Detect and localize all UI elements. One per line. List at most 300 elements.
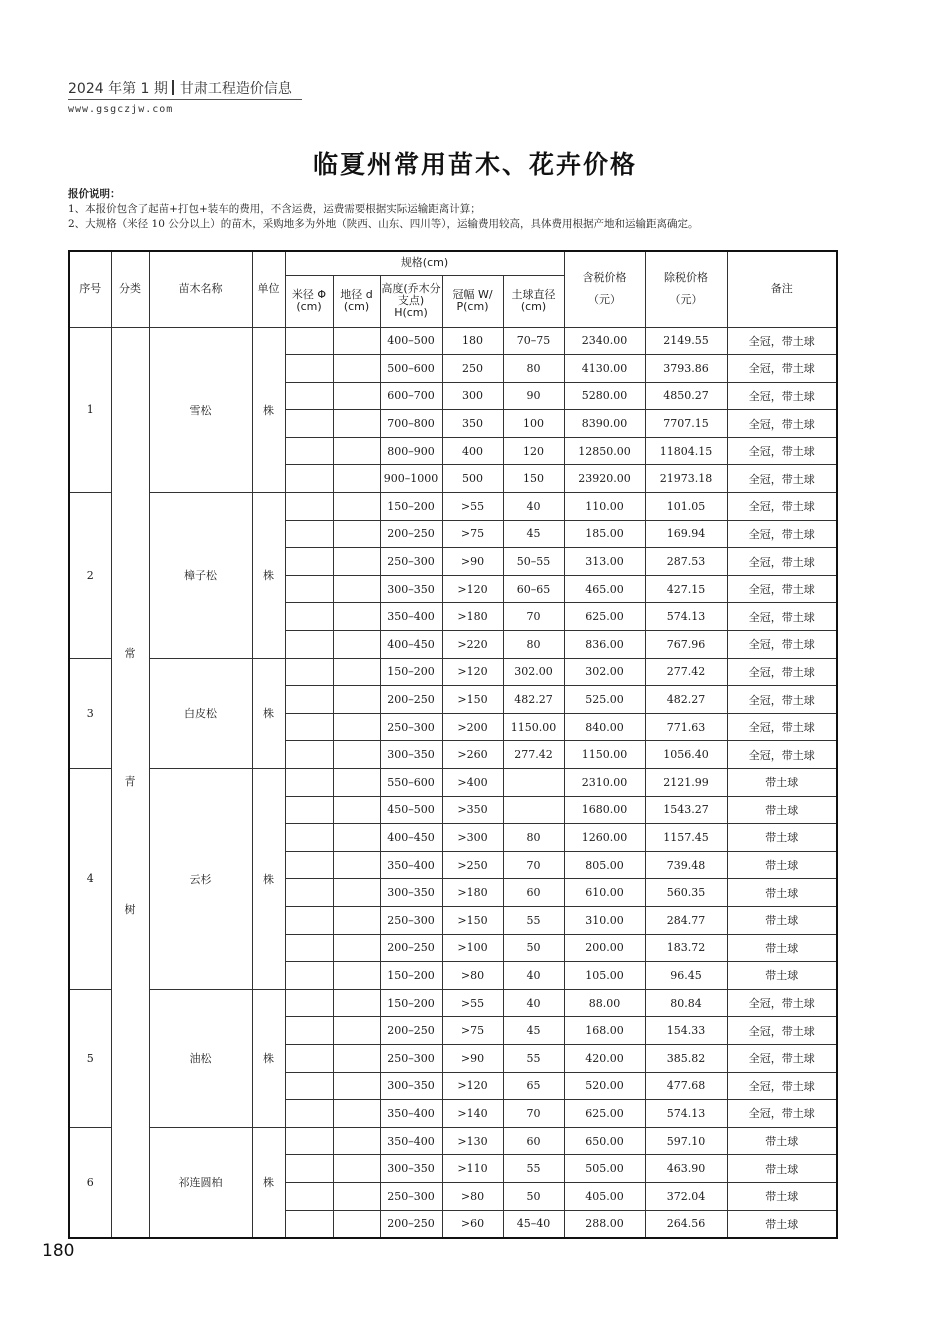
unit-cell: 株 xyxy=(252,769,285,990)
remark-cell: 带土球 xyxy=(727,769,837,797)
page-number: 180 xyxy=(42,1241,75,1261)
height-cell: 250–300 xyxy=(380,713,442,741)
crown-cell: >120 xyxy=(442,575,503,603)
di-cell xyxy=(333,879,380,907)
di-cell xyxy=(333,1127,380,1155)
notax-price-cell: 4850.27 xyxy=(645,382,727,410)
mi-cell xyxy=(285,879,333,907)
height-cell: 200–250 xyxy=(380,1017,442,1045)
tax-price-cell: 8390.00 xyxy=(564,410,645,438)
col-header-name: 苗木名称 xyxy=(149,251,252,327)
issue-label: 2024 年第 1 期 xyxy=(68,81,168,97)
di-cell xyxy=(333,437,380,465)
notax-price-cell: 560.35 xyxy=(645,879,727,907)
ball-cell: 45 xyxy=(503,1017,564,1045)
crown-cell: >150 xyxy=(442,906,503,934)
notes-heading: 报价说明： xyxy=(68,188,121,200)
di-cell xyxy=(333,686,380,714)
height-cell: 150–200 xyxy=(380,989,442,1017)
height-cell: 350–400 xyxy=(380,603,442,631)
remark-cell: 带土球 xyxy=(727,851,837,879)
height-cell: 300–350 xyxy=(380,1072,442,1100)
tax-price-cell: 625.00 xyxy=(564,1100,645,1128)
ball-cell: 55 xyxy=(503,1155,564,1183)
ball-cell: 50–55 xyxy=(503,548,564,576)
crown-cell: >220 xyxy=(442,631,503,659)
tax-price-cell: 525.00 xyxy=(564,686,645,714)
remark-cell: 全冠，带土球 xyxy=(727,548,837,576)
crown-cell: >120 xyxy=(442,658,503,686)
seq-cell: 5 xyxy=(69,989,111,1127)
crown-cell: >100 xyxy=(442,934,503,962)
notax-price-label: 除税价格 xyxy=(664,271,708,285)
di-cell xyxy=(333,493,380,521)
col-header-seq: 序号 xyxy=(69,251,111,327)
notax-price-cell: 3793.86 xyxy=(645,355,727,383)
height-cell: 200–250 xyxy=(380,520,442,548)
height-cell: 200–250 xyxy=(380,686,442,714)
notax-price-cell: 477.68 xyxy=(645,1072,727,1100)
ball-cell: 50 xyxy=(503,1182,564,1210)
notax-price-cell: 169.94 xyxy=(645,520,727,548)
name-cell: 雪松 xyxy=(149,327,252,493)
di-cell xyxy=(333,741,380,769)
mi-cell xyxy=(285,741,333,769)
ball-cell: 70 xyxy=(503,1100,564,1128)
remark-cell: 全冠，带土球 xyxy=(727,410,837,438)
crown-cell: >75 xyxy=(442,1017,503,1045)
note-line: 2、大规格（米径 10 公分以上）的苗木，采购地多为外地（陕西、山东、四川等），运输费用较高，具体费用根据产地和运输距离确定。 xyxy=(68,218,699,230)
note-line: 1、本报价包含了起苗+打包+装车的费用，不含运费，运费需要根据实际运输距离计算； xyxy=(68,203,481,215)
tax-price-cell: 625.00 xyxy=(564,603,645,631)
height-cell: 400–450 xyxy=(380,824,442,852)
notax-price-cell: 287.53 xyxy=(645,548,727,576)
col-header-notax-price xyxy=(645,251,727,327)
notax-price-cell: 21973.18 xyxy=(645,465,727,493)
di-cell xyxy=(333,631,380,659)
mi-cell xyxy=(285,631,333,659)
ball-cell: 120 xyxy=(503,437,564,465)
ball-cell: 80 xyxy=(503,355,564,383)
remark-cell: 带土球 xyxy=(727,796,837,824)
mi-cell xyxy=(285,686,333,714)
col-header-mi: 米径 Φ (cm) xyxy=(285,275,333,327)
category-cell xyxy=(111,327,149,1238)
height-cell: 400–500 xyxy=(380,327,442,355)
seq-cell: 3 xyxy=(69,658,111,768)
remark-cell: 带土球 xyxy=(727,1127,837,1155)
height-cell: 800–900 xyxy=(380,437,442,465)
notax-price-cell: 264.56 xyxy=(645,1210,727,1238)
notax-price-cell: 1543.27 xyxy=(645,796,727,824)
unit-cell: 株 xyxy=(252,1127,285,1237)
crown-cell: >180 xyxy=(442,603,503,631)
category-char: 常 xyxy=(124,647,136,661)
mi-cell xyxy=(285,962,333,990)
remark-cell: 带土球 xyxy=(727,1155,837,1183)
ball-cell: 40 xyxy=(503,493,564,521)
crown-cell: >110 xyxy=(442,1155,503,1183)
remark-cell: 带土球 xyxy=(727,879,837,907)
crown-cell: >350 xyxy=(442,796,503,824)
mi-cell xyxy=(285,355,333,383)
remark-cell: 全冠，带土球 xyxy=(727,631,837,659)
crown-cell: >80 xyxy=(442,1182,503,1210)
notax-price-cell: 463.90 xyxy=(645,1155,727,1183)
height-cell: 250–300 xyxy=(380,1044,442,1072)
notax-price-cell: 2121.99 xyxy=(645,769,727,797)
name-cell: 白皮松 xyxy=(149,658,252,768)
mi-cell xyxy=(285,851,333,879)
di-cell xyxy=(333,1155,380,1183)
tax-price-cell: 302.00 xyxy=(564,658,645,686)
seq-cell: 1 xyxy=(69,327,111,493)
crown-cell: >55 xyxy=(442,493,503,521)
price-table xyxy=(68,250,838,1239)
table-row xyxy=(69,658,837,686)
di-cell xyxy=(333,962,380,990)
tax-price-cell: 465.00 xyxy=(564,575,645,603)
ball-cell: 80 xyxy=(503,631,564,659)
mi-cell xyxy=(285,1100,333,1128)
unit-cell: 株 xyxy=(252,493,285,659)
remark-cell: 全冠，带土球 xyxy=(727,327,837,355)
crown-cell: >180 xyxy=(442,879,503,907)
table-row xyxy=(69,769,837,797)
height-cell: 600–700 xyxy=(380,382,442,410)
height-cell: 550–600 xyxy=(380,769,442,797)
di-cell xyxy=(333,824,380,852)
remark-cell: 全冠，带土球 xyxy=(727,355,837,383)
di-cell xyxy=(333,989,380,1017)
remark-cell: 全冠，带土球 xyxy=(727,465,837,493)
crown-cell: 500 xyxy=(442,465,503,493)
tax-price-cell: 836.00 xyxy=(564,631,645,659)
tax-price-cell: 105.00 xyxy=(564,962,645,990)
crown-cell: >300 xyxy=(442,824,503,852)
ball-cell: 40 xyxy=(503,989,564,1017)
tax-price-cell: 1260.00 xyxy=(564,824,645,852)
remark-cell: 全冠，带土球 xyxy=(727,713,837,741)
di-cell xyxy=(333,796,380,824)
remark-cell: 全冠，带土球 xyxy=(727,603,837,631)
di-cell xyxy=(333,906,380,934)
di-cell xyxy=(333,851,380,879)
ball-cell: 60 xyxy=(503,1127,564,1155)
mi-cell xyxy=(285,658,333,686)
di-cell xyxy=(333,1044,380,1072)
tax-price-cell: 2340.00 xyxy=(564,327,645,355)
tax-price-cell: 405.00 xyxy=(564,1182,645,1210)
tax-price-cell: 420.00 xyxy=(564,1044,645,1072)
remark-cell: 带土球 xyxy=(727,962,837,990)
di-cell xyxy=(333,575,380,603)
website-url: www.gsgczjw.com xyxy=(68,104,174,115)
ball-cell: 150 xyxy=(503,465,564,493)
remark-cell: 全冠，带土球 xyxy=(727,1100,837,1128)
remark-cell: 全冠，带土球 xyxy=(727,686,837,714)
height-cell: 400–450 xyxy=(380,631,442,659)
col-header-di: 地径 d (cm) xyxy=(333,275,380,327)
notax-price-cell: 427.15 xyxy=(645,575,727,603)
crown-cell: >140 xyxy=(442,1100,503,1128)
mi-cell xyxy=(285,465,333,493)
tax-price-cell: 110.00 xyxy=(564,493,645,521)
remark-cell: 全冠，带土球 xyxy=(727,658,837,686)
mi-cell xyxy=(285,1210,333,1238)
col-header-unit: 单位 xyxy=(252,251,285,327)
di-cell xyxy=(333,327,380,355)
mi-cell xyxy=(285,603,333,631)
ball-cell: 70 xyxy=(503,603,564,631)
remark-cell: 全冠，带土球 xyxy=(727,575,837,603)
crown-cell: >130 xyxy=(442,1127,503,1155)
notax-price-cell: 372.04 xyxy=(645,1182,727,1210)
height-cell: 150–200 xyxy=(380,493,442,521)
crown-cell: 400 xyxy=(442,437,503,465)
height-cell: 250–300 xyxy=(380,548,442,576)
tax-price-cell: 12850.00 xyxy=(564,437,645,465)
notax-price-cell: 80.84 xyxy=(645,989,727,1017)
di-cell xyxy=(333,465,380,493)
ball-cell: 60–65 xyxy=(503,575,564,603)
height-cell: 300–350 xyxy=(380,1155,442,1183)
mi-cell xyxy=(285,410,333,438)
notax-price-cell: 2149.55 xyxy=(645,327,727,355)
tax-price-label: 含税价格 xyxy=(582,271,627,285)
page-title: 临夏州常用苗木、花卉价格 xyxy=(312,150,637,179)
header-divider xyxy=(172,80,174,95)
table-row xyxy=(69,1127,837,1155)
notax-price-cell: 7707.15 xyxy=(645,410,727,438)
col-header-ball: 土球直径(cm) xyxy=(503,275,564,327)
ball-cell: 100 xyxy=(503,410,564,438)
ball-cell: 50 xyxy=(503,934,564,962)
ball-cell: 60 xyxy=(503,879,564,907)
di-cell xyxy=(333,410,380,438)
col-header-crown: 冠幅 W/ P(cm) xyxy=(442,275,503,327)
mi-cell xyxy=(285,327,333,355)
crown-cell: >90 xyxy=(442,1044,503,1072)
notax-price-cell: 1056.40 xyxy=(645,741,727,769)
mi-cell xyxy=(285,1017,333,1045)
tax-price-cell: 2310.00 xyxy=(564,769,645,797)
ball-cell: 1150.00 xyxy=(503,713,564,741)
tax-price-cell: 650.00 xyxy=(564,1127,645,1155)
tax-price-unit: （元） xyxy=(588,293,621,307)
height-cell: 700–800 xyxy=(380,410,442,438)
di-cell xyxy=(333,658,380,686)
notax-price-cell: 183.72 xyxy=(645,934,727,962)
ball-cell xyxy=(503,769,564,797)
tax-price-cell: 5280.00 xyxy=(564,382,645,410)
mi-cell xyxy=(285,1155,333,1183)
ball-cell: 65 xyxy=(503,1072,564,1100)
di-cell xyxy=(333,1182,380,1210)
col-header-spec: 规格(cm) xyxy=(285,251,564,275)
di-cell xyxy=(333,520,380,548)
remark-cell: 全冠，带土球 xyxy=(727,989,837,1017)
ball-cell xyxy=(503,796,564,824)
tax-price-cell: 313.00 xyxy=(564,548,645,576)
tax-price-cell: 185.00 xyxy=(564,520,645,548)
col-header-tax-price xyxy=(564,251,645,327)
notax-price-cell: 284.77 xyxy=(645,906,727,934)
ball-cell: 90 xyxy=(503,382,564,410)
tax-price-cell: 168.00 xyxy=(564,1017,645,1045)
height-cell: 300–350 xyxy=(380,575,442,603)
ball-cell: 302.00 xyxy=(503,658,564,686)
notax-price-cell: 482.27 xyxy=(645,686,727,714)
tax-price-cell: 520.00 xyxy=(564,1072,645,1100)
tax-price-cell: 310.00 xyxy=(564,906,645,934)
remark-cell: 全冠，带土球 xyxy=(727,520,837,548)
tax-price-cell: 23920.00 xyxy=(564,465,645,493)
height-cell: 350–400 xyxy=(380,1127,442,1155)
mi-cell xyxy=(285,1044,333,1072)
notax-price-cell: 771.63 xyxy=(645,713,727,741)
ball-cell: 45 xyxy=(503,520,564,548)
crown-cell: >55 xyxy=(442,989,503,1017)
height-cell: 500–600 xyxy=(380,355,442,383)
di-cell xyxy=(333,769,380,797)
tax-price-cell: 840.00 xyxy=(564,713,645,741)
ball-cell: 45–40 xyxy=(503,1210,564,1238)
seq-cell: 6 xyxy=(69,1127,111,1237)
height-cell: 350–400 xyxy=(380,851,442,879)
journal-name: 甘肃工程造价信息 xyxy=(179,81,292,97)
header-underline xyxy=(68,99,302,100)
mi-cell xyxy=(285,437,333,465)
col-header-height: 高度(乔木分支点) H(cm) xyxy=(380,275,442,327)
ball-cell: 55 xyxy=(503,1044,564,1072)
crown-cell: >150 xyxy=(442,686,503,714)
tax-price-cell: 610.00 xyxy=(564,879,645,907)
mi-cell xyxy=(285,934,333,962)
notax-price-cell: 11804.15 xyxy=(645,437,727,465)
mi-cell xyxy=(285,769,333,797)
di-cell xyxy=(333,603,380,631)
height-cell: 250–300 xyxy=(380,1182,442,1210)
unit-cell: 株 xyxy=(252,658,285,768)
mi-cell xyxy=(285,1182,333,1210)
price-notes xyxy=(68,187,698,232)
mi-cell xyxy=(285,824,333,852)
tax-price-cell: 88.00 xyxy=(564,989,645,1017)
tax-price-cell: 805.00 xyxy=(564,851,645,879)
height-cell: 200–250 xyxy=(380,934,442,962)
ball-cell: 70 xyxy=(503,851,564,879)
height-cell: 250–300 xyxy=(380,906,442,934)
di-cell xyxy=(333,934,380,962)
di-cell xyxy=(333,382,380,410)
height-cell: 150–200 xyxy=(380,658,442,686)
height-cell: 900–1000 xyxy=(380,465,442,493)
height-cell: 300–350 xyxy=(380,741,442,769)
remark-cell: 全冠，带土球 xyxy=(727,1072,837,1100)
category-char: 树 xyxy=(124,903,136,917)
table-row xyxy=(69,327,837,355)
remark-cell: 带土球 xyxy=(727,906,837,934)
crown-cell: >400 xyxy=(442,769,503,797)
di-cell xyxy=(333,713,380,741)
height-cell: 150–200 xyxy=(380,962,442,990)
mi-cell xyxy=(285,493,333,521)
remark-cell: 带土球 xyxy=(727,824,837,852)
ball-cell: 40 xyxy=(503,962,564,990)
remark-cell: 带土球 xyxy=(727,1210,837,1238)
remark-cell: 全冠，带土球 xyxy=(727,437,837,465)
table-row xyxy=(69,989,837,1017)
crown-cell: >90 xyxy=(442,548,503,576)
crown-cell: >60 xyxy=(442,1210,503,1238)
tax-price-cell: 1680.00 xyxy=(564,796,645,824)
notax-price-cell: 1157.45 xyxy=(645,824,727,852)
col-header-category: 分类 xyxy=(111,251,149,327)
mi-cell xyxy=(285,1072,333,1100)
height-cell: 450–500 xyxy=(380,796,442,824)
mi-cell xyxy=(285,548,333,576)
di-cell xyxy=(333,1017,380,1045)
notax-price-cell: 739.48 xyxy=(645,851,727,879)
notax-price-cell: 597.10 xyxy=(645,1127,727,1155)
crown-cell: >120 xyxy=(442,1072,503,1100)
mi-cell xyxy=(285,382,333,410)
remark-cell: 全冠，带土球 xyxy=(727,741,837,769)
height-cell: 200–250 xyxy=(380,1210,442,1238)
notax-price-cell: 101.05 xyxy=(645,493,727,521)
mi-cell xyxy=(285,906,333,934)
height-cell: 300–350 xyxy=(380,879,442,907)
seq-cell: 2 xyxy=(69,493,111,659)
remark-cell: 全冠，带土球 xyxy=(727,1044,837,1072)
notax-price-cell: 385.82 xyxy=(645,1044,727,1072)
unit-cell: 株 xyxy=(252,989,285,1127)
di-cell xyxy=(333,1100,380,1128)
crown-cell: 350 xyxy=(442,410,503,438)
remark-cell: 带土球 xyxy=(727,934,837,962)
notax-price-cell: 574.13 xyxy=(645,603,727,631)
crown-cell: >260 xyxy=(442,741,503,769)
notax-price-cell: 154.33 xyxy=(645,1017,727,1045)
remark-cell: 带土球 xyxy=(727,1182,837,1210)
notax-price-unit: （元） xyxy=(669,293,703,307)
mi-cell xyxy=(285,796,333,824)
crown-cell: 250 xyxy=(442,355,503,383)
crown-cell: >80 xyxy=(442,962,503,990)
category-char: 青 xyxy=(124,775,136,789)
mi-cell xyxy=(285,520,333,548)
tax-price-cell: 4130.00 xyxy=(564,355,645,383)
ball-cell: 70–75 xyxy=(503,327,564,355)
notax-price-cell: 96.45 xyxy=(645,962,727,990)
notax-price-cell: 277.42 xyxy=(645,658,727,686)
tax-price-cell: 288.00 xyxy=(564,1210,645,1238)
mi-cell xyxy=(285,989,333,1017)
mi-cell xyxy=(285,575,333,603)
tax-price-cell: 1150.00 xyxy=(564,741,645,769)
crown-cell: >75 xyxy=(442,520,503,548)
di-cell xyxy=(333,1210,380,1238)
seq-cell: 4 xyxy=(69,769,111,990)
tax-price-cell: 200.00 xyxy=(564,934,645,962)
price-table-body xyxy=(69,327,837,1238)
unit-cell: 株 xyxy=(252,327,285,493)
crown-cell: >250 xyxy=(442,851,503,879)
name-cell: 云杉 xyxy=(149,769,252,990)
ball-cell: 80 xyxy=(503,824,564,852)
table-row xyxy=(69,493,837,521)
